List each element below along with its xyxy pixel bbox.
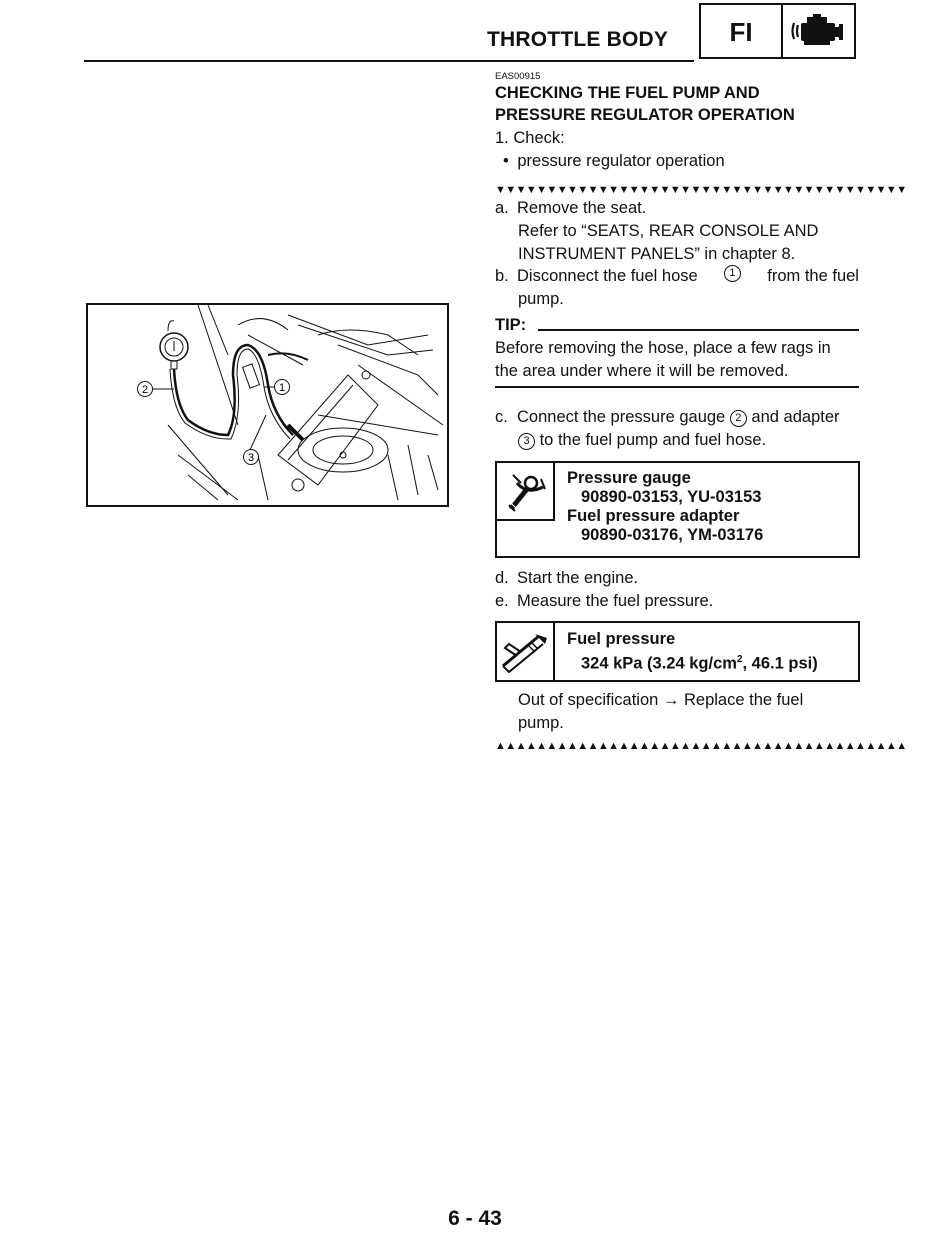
spec-name: Fuel pressure [567, 630, 676, 648]
step-a-ref-line-2: INSTRUMENT PANELS” in chapter 8. [518, 245, 796, 263]
step-c-line-2 [518, 429, 766, 452]
callout-3-ref: 3 [518, 433, 535, 450]
check-item-text: pressure regulator operation [517, 152, 725, 170]
step-b-label: b. [495, 267, 509, 285]
header-badge-box [699, 3, 856, 59]
step-c-post: to the fuel pump and fuel hose. [539, 431, 767, 449]
step-c [495, 406, 840, 429]
bullet: • [503, 152, 509, 170]
step-d [495, 567, 638, 590]
spec-value-post: , 46.1 psi) [742, 654, 818, 673]
step-a-label: a. [495, 199, 509, 217]
check-label: Check: [513, 129, 565, 147]
tool-1-code: 90890-03153, YU-03153 [581, 488, 762, 506]
tip-label: TIP: [495, 316, 527, 334]
spec-value [581, 650, 818, 674]
heading-line-2: PRESSURE REGULATOR OPERATION [495, 106, 795, 124]
callout-1-ref: 1 [724, 265, 741, 282]
check-bullet-item [503, 150, 725, 173]
step-a-ref-line-1: Refer to “SEATS, REAR CONSOLE AND [518, 222, 819, 240]
heading-line-1: CHECKING THE FUEL PUMP AND [495, 84, 760, 102]
step-b-pre: Disconnect the fuel hose [517, 267, 698, 285]
check-line [495, 127, 565, 150]
step-b-line-2: pump. [518, 290, 564, 308]
spec-value-sup: 2 [736, 654, 743, 665]
tool-2-name: Fuel pressure adapter [567, 507, 740, 525]
result-line-2: pump. [518, 714, 564, 732]
step-e-text: Measure the fuel pressure. [517, 592, 714, 610]
fuel-pump-illustration [88, 305, 447, 505]
tip-line-2: the area under where it will be removed. [495, 362, 789, 380]
procedure-end-marks: ▲▲▲▲▲▲▲▲▲▲▲▲▲▲▲▲▲▲▲▲▲▲▲▲▲▲▲▲▲▲▲▲▲▲▲▲▲▲▲▲ [495, 740, 907, 752]
fi-badge: FI [701, 5, 783, 57]
step-c-pre: Connect the pressure gauge [517, 408, 726, 426]
step-e-label: e. [495, 592, 509, 610]
step-b-post: from the fuel [767, 267, 859, 285]
fuel-pump-figure [86, 303, 449, 507]
tools-icon [497, 463, 555, 521]
page-number: 6 - 43 [448, 1207, 502, 1230]
step-a-text: Remove the seat. [517, 199, 647, 217]
check-number: 1. [495, 129, 509, 147]
spec-box [495, 621, 860, 682]
page-section-title: THROTTLE BODY [487, 28, 669, 51]
step-d-text: Start the engine. [517, 569, 639, 587]
step-e [495, 590, 713, 613]
engine-icon [783, 5, 854, 57]
step-a [495, 197, 646, 220]
callout-2: 2 [141, 384, 149, 396]
section-code: EAS00915 [495, 71, 541, 82]
spec-value-pre: 324 kPa (3.24 kg/cm [581, 654, 737, 673]
callout-3: 3 [247, 452, 255, 464]
result-line-1: Out of specification → Replace the fuel [518, 691, 804, 709]
section-heading [495, 82, 865, 126]
tool-1-name: Pressure gauge [567, 469, 691, 487]
step-b [495, 265, 859, 288]
procedure-start-marks: ▼▼▼▼▼▼▼▼▼▼▼▼▼▼▼▼▼▼▼▼▼▼▼▼▼▼▼▼▼▼▼▼▼▼▼▼▼▼▼▼ [495, 184, 907, 196]
callout-1: 1 [278, 382, 286, 394]
step-d-label: d. [495, 569, 509, 587]
tip-rule [538, 329, 859, 331]
header-rule [84, 60, 694, 62]
tool-2-code: 90890-03176, YM-03176 [581, 526, 764, 544]
callout-2-ref: 2 [730, 410, 747, 427]
tip-end-rule [495, 386, 859, 388]
step-c-mid: and adapter [751, 408, 840, 426]
tip-line-1: Before removing the hose, place a few rags in [495, 339, 831, 357]
special-tools-box [495, 461, 860, 558]
step-c-label: c. [495, 408, 508, 426]
caliper-icon [497, 623, 555, 680]
